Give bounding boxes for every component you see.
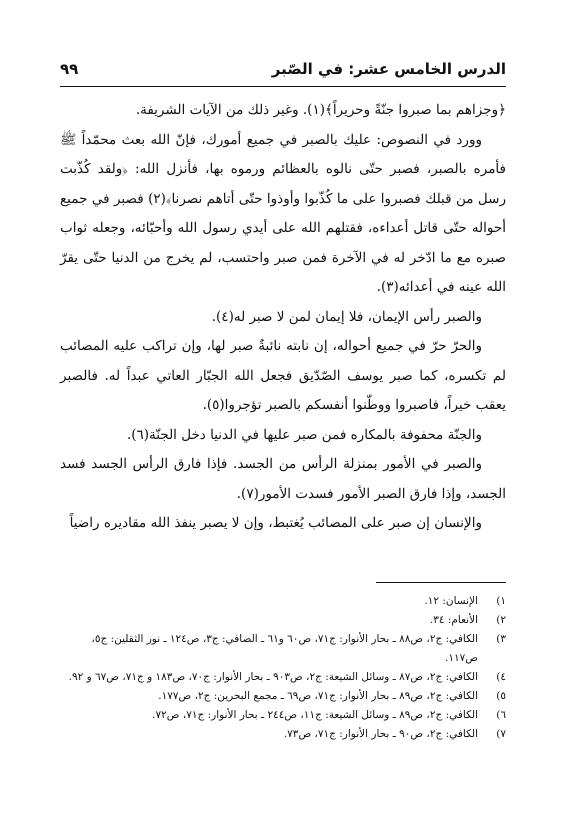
footnote xyxy=(60,611,506,630)
footnote-number: ٦) xyxy=(496,709,506,721)
footnote xyxy=(60,725,506,744)
footnote-text: الكافي: ج٢، ص٨٩ ـ بحار الأنوار: ج٧١، ص٦٩ ـ مجمع البحرين: ج٢، ص١٧٧. xyxy=(158,690,478,702)
footnote-text: الأنعام: ٣٤. xyxy=(429,614,478,626)
page-number: ٩٩ xyxy=(60,60,79,78)
footnote-text: الكافي: ج٢، ص٨٨ ـ بحار الأنوار: ج٧١، ص٦٠ و٦١ ـ الصافي: ج٣، ص١٢٤ ـ نور الثقلين: ج٥، ص١١٧. xyxy=(91,633,478,664)
paragraph: ﴿وجزاهم بما صبروا جنّةً وحريراً﴾(١). وغير ذلك من الآيات الشريفة. xyxy=(135,102,506,118)
footnote xyxy=(60,706,506,725)
footnotes xyxy=(60,592,506,744)
paragraph: والإنسان إن صبر على المصائب يُغتبط، وإن لا يصبر ينفذ الله مقاديره راضياً xyxy=(69,515,482,531)
footnote-number: ٤) xyxy=(496,671,506,683)
running-title: الدرس الخامس عشر: في الصّبر xyxy=(271,60,506,78)
footnote-number: ٢) xyxy=(496,614,506,626)
paragraph: والصبر رأس الإيمان، فلا إيمان لمن لا صبر له(٤). xyxy=(211,308,482,325)
paragraph: والحرّ حرّ في جميع أحواله، إن نابته نائبةٌ صبر لها، وإن تراكب عليه المصائب لم تكسره، كما صبر يوسف الصّدّيق فجعل الله الجبّار العاتي عبداً له. فالصبر يعقب خيراً، فاصبروا ووطّنوا أنفسكم بالصبر تؤجروا(٥). xyxy=(60,338,506,413)
footnote-text: الكافي: ج٢، ص٨٧ ـ وسائل الشيعة: ج٢، ص٩٠٣ ـ بحار الأنوار: ج٧٠، ص١٨٣ و ج٧١، ص٦٧ و ٩٢. xyxy=(68,671,478,683)
page-header xyxy=(60,60,506,84)
footnote-text: الكافي: ج٢، ص٨٩ ـ وسائل الشيعة: ج١١، ص٢٤٤ ـ بحار الأنوار: ج٧١، ص٧٢. xyxy=(152,709,478,721)
footnote xyxy=(60,668,506,687)
footnote-text: الكافي: ج٢، ص٩٠ ـ بحار الأنوار: ج٧١، ص٧٣. xyxy=(283,728,478,740)
footnote xyxy=(60,592,506,611)
paragraph: والصبر في الأمور بمنزلة الرأس من الجسد. فإذا فارق الرأس الجسد فسد الجسد، وإذا فارق الصبر الأمور فسدت الأمور(٧). xyxy=(60,456,506,502)
footnote-divider xyxy=(376,582,506,583)
header-divider xyxy=(60,86,506,87)
footnote-number: ١) xyxy=(496,595,506,607)
footnote-number: ٧) xyxy=(496,728,506,740)
paragraph: وورد في النصوص: عليك بالصبر في جميع أمورك، فإنّ الله بعث محمّداً ﷺ فأمره بالصبر، فصبر حتّى نالوه بالعظائم ورموه بها، فأنزل الله: ﴿ولقد كُذّبت رسل من قبلك فصبروا على ما كُذّبوا وأوذوا حتّى أتاهم نصرنا﴾(٢) فصبر في جميع أحواله حتّى قاتل أعداءه، فقتلهم الله على أيدي رسول الله وأحبّائه، وجعله ثواب صبره مع ما ادّخر له في الآخرة فمن صبر واحتسب، لم يخرج من الدنيا حتّى يقرّ الله عينه في أعدائه(٣). xyxy=(60,131,506,295)
footnote-number: ٥) xyxy=(496,690,506,702)
footnote xyxy=(60,630,506,668)
footnote xyxy=(60,687,506,706)
main-text xyxy=(60,96,506,539)
paragraph: والجنّة محفوفة بالمكاره فمن صبر عليها في الدنيا دخل الجنّة(٦). xyxy=(126,426,482,443)
footnote-number: ٣) xyxy=(496,633,506,645)
footnote-text: الإنسان: ١٢. xyxy=(424,595,478,607)
